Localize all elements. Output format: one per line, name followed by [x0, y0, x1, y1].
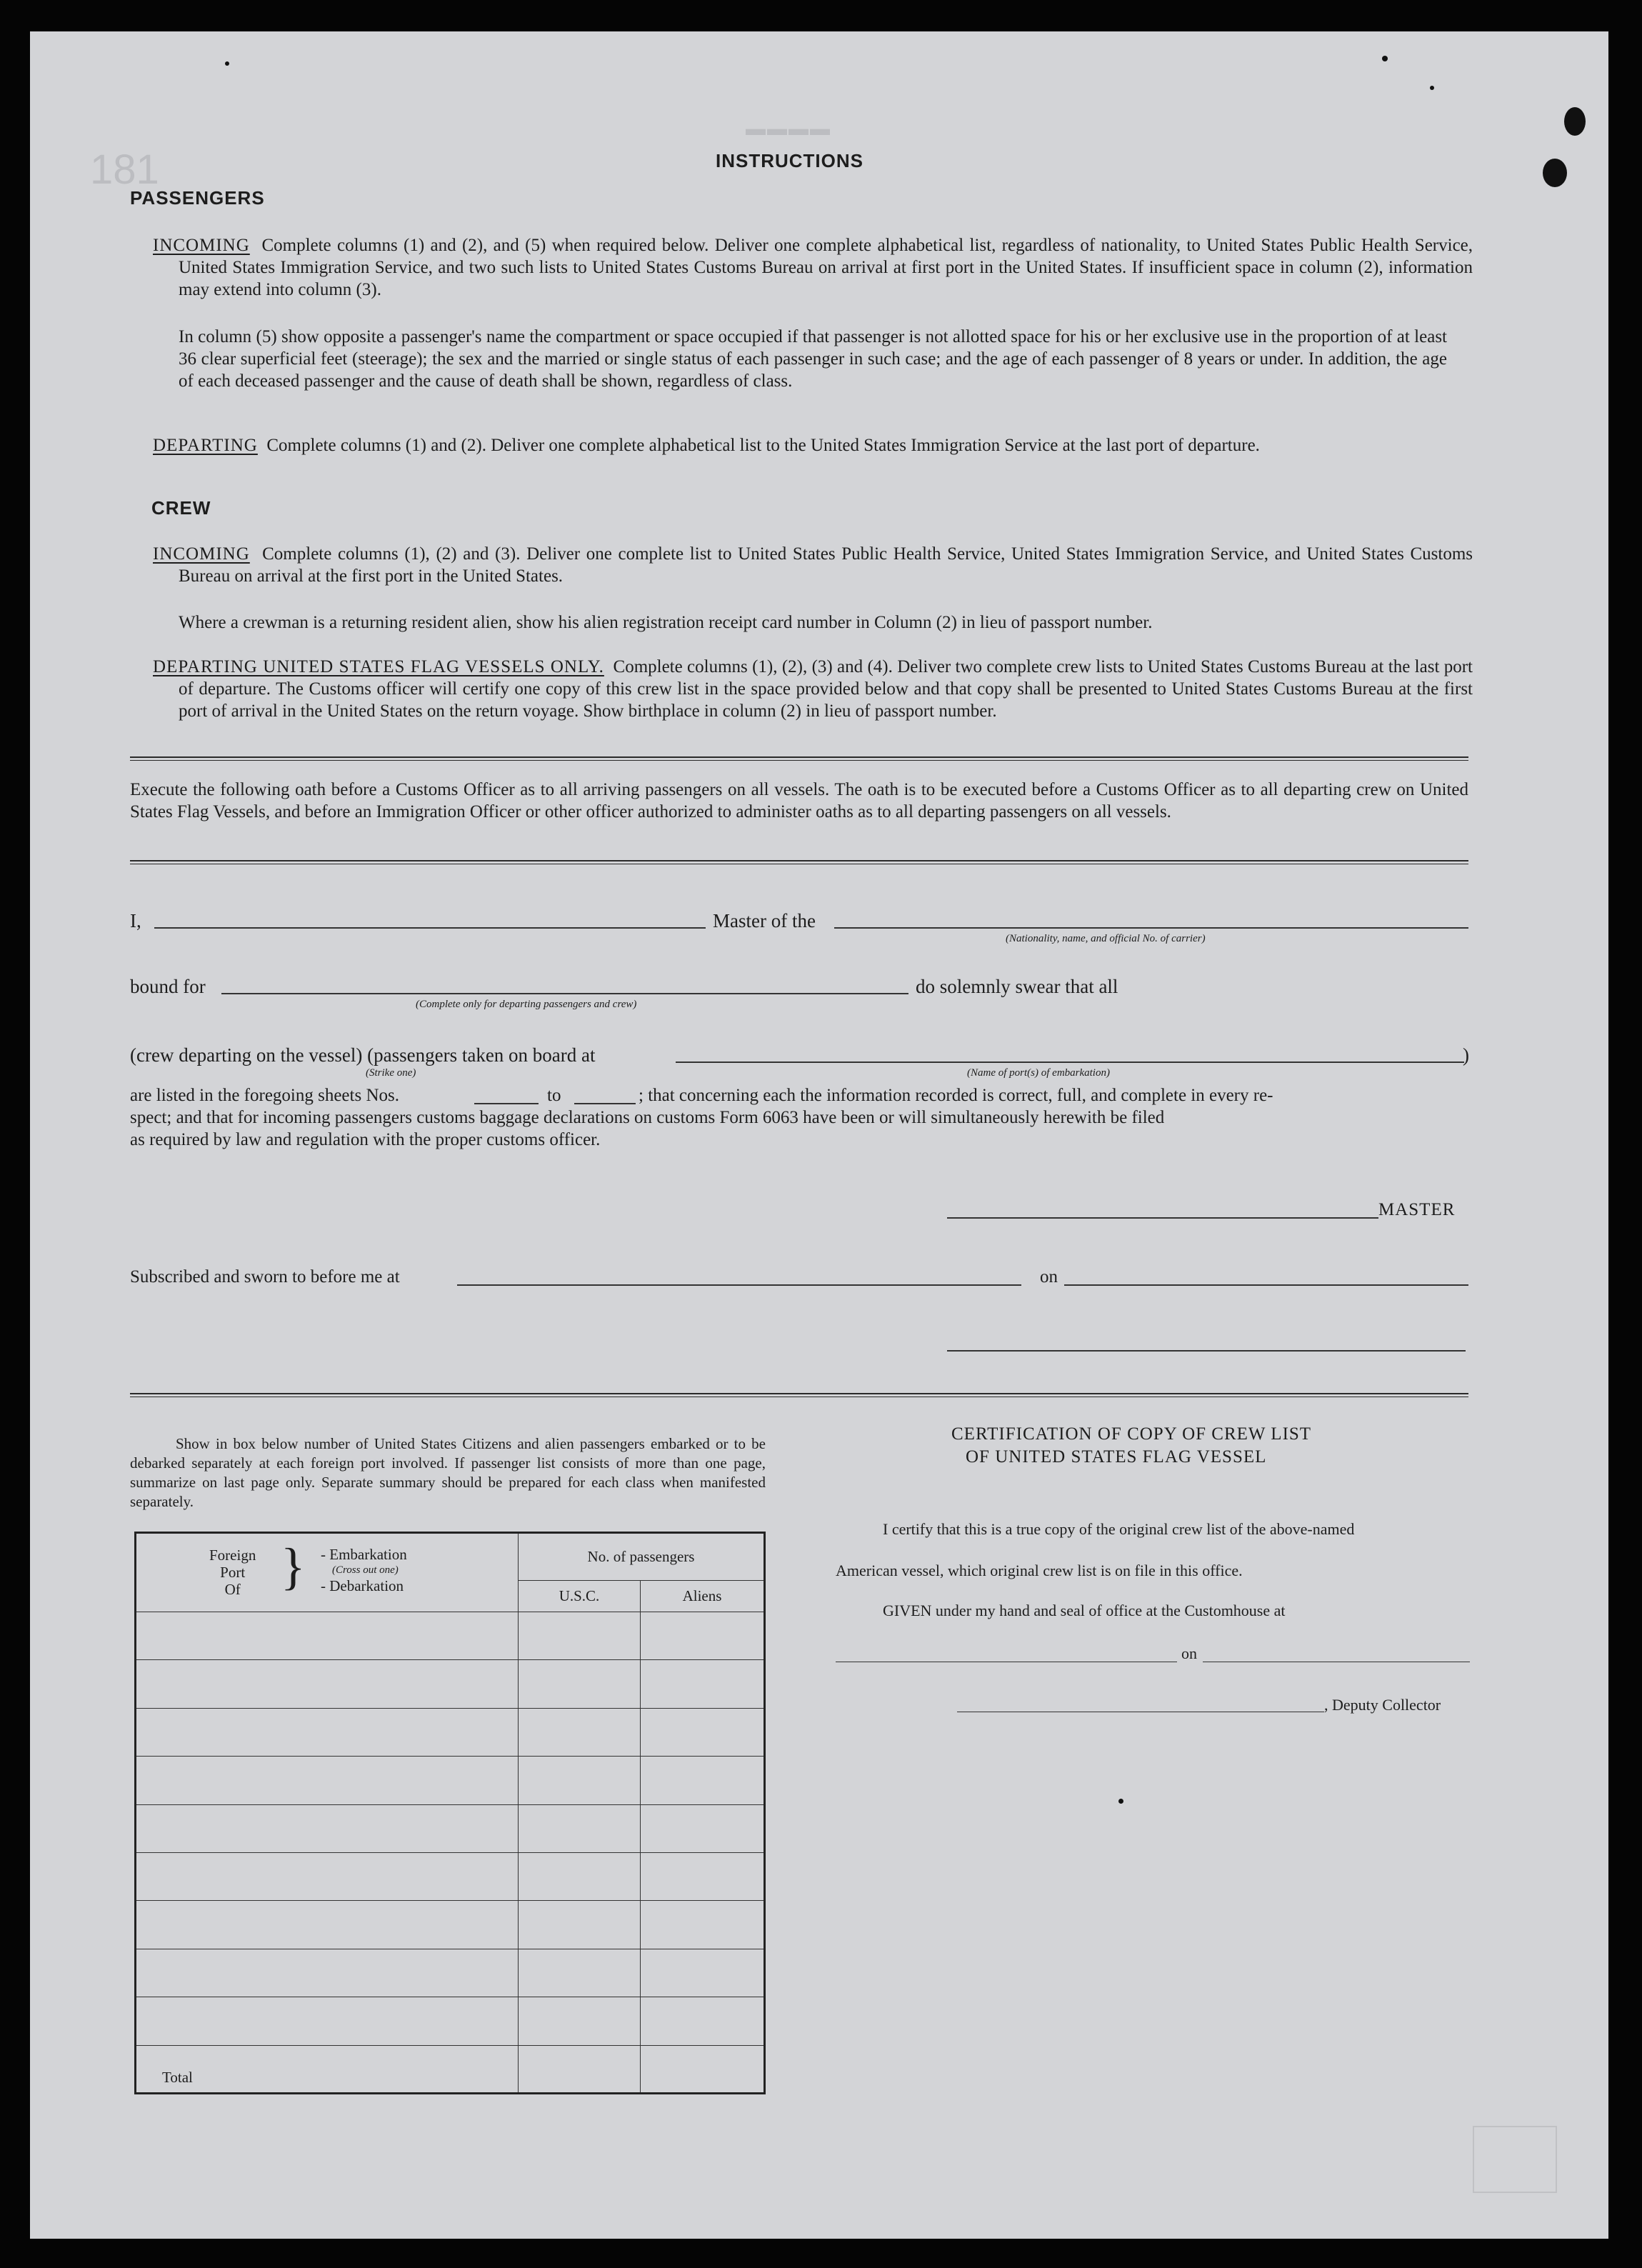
port-label-foreign: Foreign [209, 1547, 256, 1564]
aliens-cell[interactable] [641, 1901, 765, 1949]
listed-rest-1: ; that concerning each the information recorded is correct, full, and complete in every re- [639, 1086, 1273, 1105]
aliens-cell[interactable] [641, 1708, 765, 1756]
port-cell[interactable] [136, 1901, 519, 1949]
certification-title-2: OF UNITED STATES FLAG VESSEL [966, 1447, 1267, 1467]
port-label-port: Port [220, 1564, 246, 1582]
listed-rest-2: spect; and that for incoming passengers customs baggage declarations on customs Form 6063 have been or will simultaneously herewith be filed [130, 1108, 1165, 1127]
usc-cell[interactable] [519, 1612, 641, 1659]
carrier-hint: (Nationality, name, and official No. of carrier) [1006, 933, 1206, 944]
passengers-incoming-label: INCOMING [153, 236, 250, 255]
officer-signature-field[interactable] [947, 1350, 1466, 1352]
port-cell[interactable] [136, 1949, 519, 1997]
oath-i-label: I, [130, 910, 141, 931]
bound-for-field[interactable] [221, 993, 908, 994]
carrier-field[interactable] [834, 927, 1468, 929]
sheet-from-field[interactable] [474, 1103, 539, 1104]
aliens-total-cell[interactable] [641, 2045, 765, 2093]
given-text: GIVEN under my hand and seal of office at the Customhouse at [883, 1602, 1286, 1619]
embarkation-port-hint: (Name of port(s) of embarkation) [967, 1067, 1110, 1079]
crew-incoming-text: Complete columns (1), (2) and (3). Deliver one complete list to United States Public Health Service, United States Immigration Service, and United States Customs Bureau on arrival at the first port in the United States. [179, 544, 1473, 586]
embarkation-port-field[interactable] [676, 1061, 1464, 1063]
no-passengers-header: No. of passengers [519, 1533, 765, 1581]
subscribed-label: Subscribed and sworn to before me at [130, 1267, 400, 1287]
listed-prefix: are listed in the foregoing sheets Nos. [130, 1086, 399, 1105]
usc-total-cell[interactable] [519, 2045, 641, 2093]
listed-rest-3: as required by law and regulation with the proper customs officer. [130, 1130, 601, 1149]
section-divider [130, 756, 1468, 761]
usc-cell[interactable] [519, 1901, 641, 1949]
american-vessel-text: American vessel, which original crew list is on file in this office. [836, 1562, 1243, 1579]
crew-resident-paragraph: Where a crewman is a returning resident alien, show his alien registration receipt card number in Column (2) in lieu of passport number. [179, 613, 1153, 632]
form-sheet [30, 31, 1608, 2239]
aliens-cell[interactable] [641, 1949, 765, 1997]
cross-out-hint: (Cross out one) [332, 1564, 399, 1577]
usc-header: U.S.C. [519, 1581, 641, 1612]
ink-speck [1543, 159, 1567, 187]
aliens-cell[interactable] [641, 1804, 765, 1852]
crew-passengers-label: (crew departing on the vessel) (passengers taken on board at [130, 1044, 596, 1066]
faint-stamp-box [1473, 2126, 1557, 2193]
port-cell[interactable] [136, 1708, 519, 1756]
crew-incoming-label: INCOMING [153, 544, 250, 564]
passengers-departing-label: DEPARTING [153, 436, 258, 455]
close-paren: ) [1463, 1044, 1469, 1066]
deputy-collector-label: , Deputy Collector [1324, 1696, 1441, 1714]
usc-cell[interactable] [519, 1949, 641, 1997]
aliens-cell[interactable] [641, 1612, 765, 1659]
passengers-heading: PASSENGERS [130, 187, 265, 209]
brace-icon: } [281, 1538, 306, 1596]
port-cell[interactable] [136, 1804, 519, 1852]
crew-heading: CREW [151, 497, 211, 519]
port-cell[interactable] [136, 1660, 519, 1708]
section-divider [130, 860, 1468, 864]
port-header-cell [136, 1533, 519, 1612]
debarkation-option[interactable]: - Debarkation [321, 1577, 404, 1595]
sworn-on-label: on [1040, 1267, 1058, 1287]
port-label-of: Of [224, 1581, 241, 1599]
master-signature-field[interactable] [947, 1217, 1378, 1219]
aliens-cell[interactable] [641, 1852, 765, 1900]
embarkation-option[interactable]: - Embarkation [321, 1546, 407, 1564]
usc-cell[interactable] [519, 1804, 641, 1852]
total-label: Total [136, 2045, 519, 2093]
sworn-place-field[interactable] [457, 1284, 1021, 1286]
ink-speck [1430, 86, 1434, 90]
master-name-field[interactable] [154, 927, 706, 929]
usc-cell[interactable] [519, 1660, 641, 1708]
instructions-title: INSTRUCTIONS [716, 150, 863, 171]
master-label: MASTER [1378, 1200, 1456, 1219]
ink-speck [1118, 1799, 1123, 1804]
usc-cell[interactable] [519, 1757, 641, 1804]
crew-incoming-paragraph [153, 543, 1473, 587]
bound-for-hint: (Complete only for departing passengers and crew) [416, 999, 637, 1010]
master-of-label: Master of the [713, 910, 816, 931]
section-divider [130, 1393, 1468, 1397]
oath-intro: Execute the following oath before a Customs Officer as to all arriving passengers on all vessels. The oath is to be executed before a Customs Officer as to all departing crew on United States Flag Vessels, and before an Immigration Officer or other officer authorized to administer oaths as to all departing passengers on all vessels. [130, 780, 1468, 821]
aliens-header: Aliens [641, 1581, 765, 1612]
crew-departing-label: DEPARTING UNITED STATES FLAG VESSELS ONLY. [153, 657, 604, 676]
bleed-through-mark: ▬▬▬▬ [746, 117, 831, 139]
bound-for-label: bound for [130, 976, 206, 997]
passengers-incoming-paragraph [153, 234, 1473, 301]
passengers-incoming-text: Complete columns (1) and (2), and (5) when required below. Deliver one complete alphabetical list, regardless of nationality, to United States Public Health Service, United States Immigration Service, and two such lists to United States Customs Bureau on arrival at first port in the United States. If insufficient space in column (2), information may extend into column (3). [179, 236, 1473, 299]
aliens-cell[interactable] [641, 1757, 765, 1804]
sheet-to-label: to [547, 1086, 561, 1105]
summary-text: Show in box below number of United States Citizens and alien passengers embarked or to be debarked separately at each foreign port involved. If passenger list consists of more than one page, summarize on last page only. Separate summary should be prepared for each class when manifested separately. [130, 1435, 766, 1510]
passengers-departing-paragraph [153, 434, 1473, 456]
aliens-cell[interactable] [641, 1997, 765, 2045]
port-summary-table [134, 1532, 766, 2094]
certify-text: I certify that this is a true copy of the original crew list of the above-named [883, 1520, 1355, 1538]
ink-speck [225, 61, 229, 66]
swear-label: do solemnly swear that all [916, 976, 1118, 997]
sheet-to-field[interactable] [574, 1103, 636, 1104]
bleed-through-number: 181 [90, 146, 159, 193]
strike-one-hint: (Strike one) [366, 1067, 416, 1079]
usc-cell[interactable] [519, 1708, 641, 1756]
port-cell[interactable] [136, 1612, 519, 1659]
port-cell[interactable] [136, 1997, 519, 2045]
usc-cell[interactable] [519, 1997, 641, 2045]
certification-title-1: CERTIFICATION OF COPY OF CREW LIST [951, 1424, 1312, 1444]
passengers-departing-text: Complete columns (1) and (2). Deliver one complete alphabetical list to the United States Immigration Service at the last port of departure. [266, 436, 1260, 455]
crew-departing-text: Complete columns (1), (2), (3) and (4). Deliver two complete crew lists to United States Customs Bureau at the last port of departure. The Customs officer will certify one copy of this crew list in the space provided below and that copy shall be presented to United States Customs Bureau at the first port of arrival in the United States on the return voyage. Show birthplace in column (2) in lieu of passport number. [179, 657, 1473, 721]
usc-cell[interactable] [519, 1852, 641, 1900]
passengers-column5-paragraph: In column (5) show opposite a passenger's name the compartment or space occupied if that passenger is not allotted space for his or her exclusive use in the proportion of at least 36 clear superficial feet (steerage); the sex and the married or single status of each passenger in such case; and the age of each passenger of 8 years or under. In addition, the age of each deceased passenger and the cause of death shall be shown, regardless of class. [179, 327, 1447, 391]
ink-speck [1564, 107, 1586, 136]
certification-on-label: on [1181, 1644, 1197, 1662]
sworn-date-field[interactable] [1064, 1284, 1468, 1286]
ink-speck [1382, 56, 1388, 61]
port-cell[interactable] [136, 1852, 519, 1900]
port-cell[interactable] [136, 1757, 519, 1804]
crew-departing-paragraph [153, 656, 1473, 722]
aliens-cell[interactable] [641, 1660, 765, 1708]
